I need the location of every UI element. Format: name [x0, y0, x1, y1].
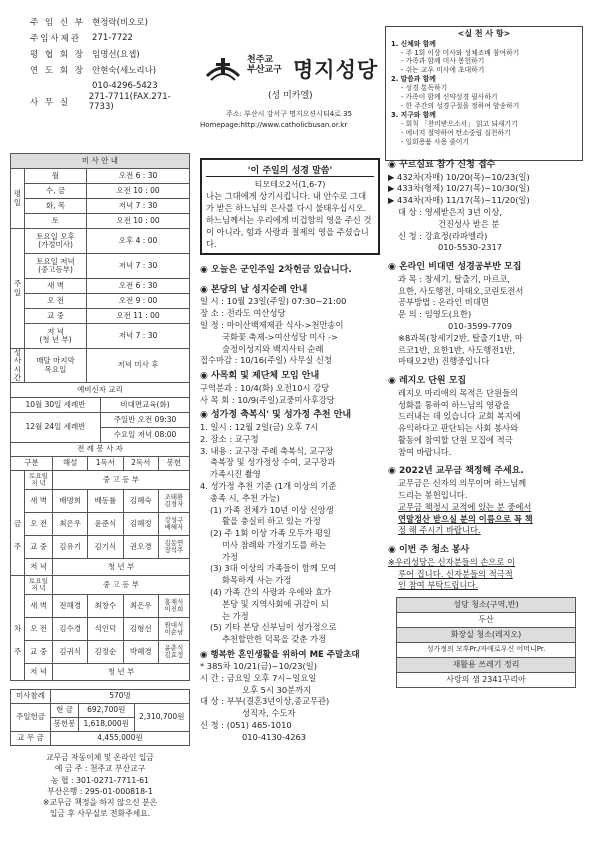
diocese-logo-icon — [205, 56, 241, 86]
bible-ref: 티모테오2서(1,6-7) — [254, 180, 326, 189]
bank-info: 교무금 자동이체 및 온라인 입금 예 금 주 : 천주교 부산교구 농 협 : 301-0271-7711-61 부산은행 : 295-01-000818-1 ※교무금 책정을 하지 않으신 분은 입금 후 사무실로 전화주세요. — [42, 753, 158, 819]
mass-schedule: 미 사 안 내 평일 월 오전 6 : 30 수, 금 오전 10 : 00 화, 목 저녁 7 : 30 토 오전 10 : 00 주일 토요일 오후 (가정미사) 오후 4 : 00 토요일 저녁 (중고등부) 저녁 7 : 30 새 벽 오전 6 : 30 오 전 오전 9 : 00 교 중 오전 11 : 00 저 녁 (청 년 부) 저녁 7 : 30 성사 시간 매달 마지막 목요일 저녁 미사 후 예비신자 교리 10월 30일 세례반 비대면교육(화) 12월 24일 세례반 주일반 오전 09:30 수요일 저녁 08:00 전 례 봉 사 자 구분 해설 1독서 2독서 봉헌 토요일 저 녁 중 고 등 부 새 벽 배명희 배동률 김혜숙 조태환 김경자 금 오 전 최은우 윤준식 김혜정 강성구 배혜자 주 교 중 김유기 김기식 권오경 김동연 장석주 저 녁 청 년 부 토요일 저 녁 중 고 등 부 새 벽 전해경 최창수 최은우 홍재식 이진희 차 오 전 김수경 석인덕 김형선 원대식 이순남 주 교 중 김귀식 김정순 박혜경 윤춘식 김효정 저 녁 청 년 부 미사참례 570명 주일헌금 현 금 692,700원 2,310,700원 봉헌봉 1,618,000원 교 무 금 4,455,000원 교무금 자동이체 및 온라인 입금 예 금 주 : 천주교 부산교구 농 협 : 301-0271-7711-61 부산은행 : 295-01-000818-1 ※교무금 책정을 하지 않으신 분은 입금 후 사무실로 전화주세요. — [10, 153, 190, 820]
cleaning-table: 성당 청소(구역,반) 두산 화장실 청소(레지오) 성가정의 모후Pr./자애로우신 어머니Pr. 재활용 쓰레기 정리 사랑의 샘 2341꾸리아 — [396, 597, 576, 688]
right-column: ◉ 꾸르실료 참가 신청 접수 ▶ 432차(자매) 10/20(목)~10/23(일) ▶ 433차(형제) 10/27(목)~10/30(일) ▶ 434차(자매) 11/17(목)~11/20(일) 대 상 : 영세받은지 3년 이상, 건진성사 받은 분 신 청 : 강효정(라파엘라) 010-5530-2317 ◉ 온라인 비대면 성경공부반 모집 과 목 : 창세기, 탈출기, 마르코, 요한, 사도행전, 마태오,코린토전서 공부방법 : 온라인 비대면 문 의 : 임영도(요한) 010-3599-7709 ※8과목(창세기2반, 탈출기1반, 마 르코1반, 요한1반, 사도행전1반, 마태오2반) 진행중입니다 ◉ 레지오 단원 모집 레지오 마리애의 목적은 단원들의 성화를 통하여 하느님의 영광을 드러내는 데 있습니다 교회 복지에 유익하다고 판단되는 사회 봉사와 활동에 참여할 단원 모집에 적극 참여 바랍니다. ◉ 2022년 교무금 책정해 주세요. 교무금은 신자의 의무이며 하느님께 드리는 봉헌입니다. 교무금 책정시 교적에 있는 분 중에서 연말정산 받으실 분의 이름으로 꼭 책 정 해 주시기 바랍니다. ◉ 이번 주 청소 봉사 ※우리성당은 신자분들의 손으로 이 루어 집니다. 신자분들의 적극적 인 참여 부탁드립니다. 성당 청소(구역,반) 두산 화장실 청소(레지오) 성가정의 모후Pr./자애로우신 어머니Pr. 재활용 쓰레기 정리 사랑의 샘 2341꾸리아 — [388, 156, 586, 688]
practice-box: <실 천 사 항> 1. 신체와 함께 - 주 1회 이상 미사와 성체조배 참여하기 - 가족과 함께 미사 봉헌하기 - 쉬는 교우 미사에 초대하기 2. 말씀과 함께 - 성경 통독하기 - 가족이 함께 신약성경 필사하기 - 한 주간의 성경구절을 정하여 암송하기 3. 지구와 함께 - 회칙 「찬미받으소서」 읽고 되새기기 - 에너지 절약하여 탄소중립 실천하기 - 일회용품 사용 줄이기 — [385, 26, 583, 161]
diocese-name-2: 부산교구 — [247, 64, 282, 75]
finance-table: 미사참례 570명 주일헌금 현 금 692,700원 2,310,700원 봉헌봉 1,618,000원 교 무 금 4,455,000원 — [10, 689, 190, 746]
church-name: 명지성당 — [293, 58, 379, 82]
info-row: 주임사제관 271-7722 — [30, 33, 133, 44]
notice-title: ◉ 꾸르실료 참가 신청 접수 — [388, 160, 496, 170]
servers-table: 전 례 봉 사 자 구분 해설 1독서 2독서 봉헌 토요일 저 녁 중 고 등 부 새 벽 배명희 배동률 김혜숙 조태환 김경자 금 오 전 최은우 윤준식 김혜정 강성구 배혜자 주 교 중 김유기 김기식 권오경 김동연 장석주 저 녁 청 년 부 토요일 저 녁 중 고 등 부 새 벽 전해경 최창수 최은우 홍재식 이진희 차 오 전 김수경 석인덕 김형선 원대식 이순남 주 교 중 김귀식 김정순 박혜경 윤춘식 김효정 저 녁 청 년 부 — [10, 442, 190, 681]
bible-word-box — [200, 158, 380, 255]
info-row: 주 임 신 부 현정락(비오로) — [30, 18, 148, 28]
notice-title: ◉ 사목회 및 제단체 모임 안내 — [200, 371, 320, 382]
notice-title: ◉ 성가정 축복식' 및 성가정 추천 안내 — [200, 410, 352, 421]
middle-column: '이 주일의 성경 말씀' 티모테오2서(1,6-7) 나는 그대에게 상기시킵니다. 내 안수로 그대가 받은 하느님의 은사를 다시 불태우십시오. 하느님께서는 우리에게 비겁함의 영을 주신 것이 아니라, 힘과 사랑과 절제의 영을 주셨습니다. ◉ 오늘은 군인주일 2차헌금 있습니다. ◉ 본당의 날 성지순례 안내 일 시 : 10월 23일(주일) 07:30~21:00 장 소 : 전라도 여산성당 일 정 : 마이산백제제관 식사->천만송이 국화꽃 축제->여산성당 미사 -> 숲정이성지와 백지사터 순례 접수마감 : 10/16(주일) 사무실 신청 ◉ 사목회 및 제단체 모임 안내 구역분과 : 10/4(화) 오전10시 강당 사 목 회 : 10/9(주일)교중미사후강당 ◉ 성가정 축복식' 및 성가정 추천 안내 1. 일시 : 12월 2일(금) 오후 7시 2. 장소 : 교구청 3. 내용 : 교구장 주례 축복식, 교구장 축복장 및 성가정상 수여, 교구장과 가족시진 촬영 4. 성가정 추천 기준 (1개 이상의 기준 충족 시, 추천 가능) (1) 가족 전체가 10년 이상 신앙생 활을 충실히 하고 있는 가정 (2) 주 1회 이상 가족 모두가 평일 미사 참례와 가정기도를 하는 가정 (3) 3대 이상의 가족들이 함께 모여 화목하게 사는 가정 (4) 가족 간의 사랑과 우애와 효가 본당 및 지역사회에 귀감이 되 는 가정 (5) 기타 본당 신부님이 성가정으로 추천할만한 덕목을 갖춘 가정 ◉ 행복한 혼인생활을 위하여 ME 주말초대 * 385차 10/21(금)~10/23(일) 시 간 : 금요일 오후 7시~일요일 오후 5시 30분까지 대 상 : 부부(결혼3년이상,종교무관) 성직자, 수도자 신 청 : (051) 465-1010 010-4130-4263 — [200, 158, 380, 743]
practice-title: <실 천 사 항> — [457, 29, 511, 38]
info-row: 연 도 회 장 안현숙(세노리나) — [30, 66, 157, 76]
catechumen-table: 예비신자 교리 10월 30일 세례반 비대면교육(화) 12월 24일 세례반 주일반 오전 09:30 수요일 저녁 08:00 — [10, 382, 190, 443]
notice-title: ◉ 본당의 날 성지순례 안내 — [200, 284, 308, 295]
church-address: 주소: 부산시 강서구 명지오션시티4로 35 — [226, 110, 353, 118]
notice-title: ◉ 이번 주 청소 봉사 — [388, 545, 470, 556]
notice-title: ◉ 온라인 비대면 성경공부반 모집 — [388, 262, 522, 273]
parish-info — [30, 14, 190, 110]
diocese-name-1: 천주교 — [247, 55, 274, 65]
notice-title: ◉ 레지오 단원 모집 — [388, 376, 467, 387]
info-row: 평 협 회 장 임명선(요셉) — [30, 50, 140, 60]
info-row: 사 무 실 271-7711(FAX.271-7733) — [30, 92, 171, 112]
notice-title: ◉ 2022년 교무금 책정해 주세요. — [388, 466, 524, 477]
bible-text: 나는 그대에게 상기시킵니다. 내 안수로 그대가 받은 하느님의 은사를 다시 불태우십시오. 하느님께서는 우리에게 비겁함의 영을 주신 것이 아니라, 힘과 사랑과 절제의 영을 주셨습니다. — [206, 191, 372, 250]
info-row: 010-4296-5423 — [92, 81, 158, 91]
notice-title: ◉ 오늘은 군인주일 2차헌금 있습니다. — [200, 265, 352, 276]
bible-word-title: '이 주일의 성경 말씀' — [206, 163, 374, 177]
patron-name: (성 미카엘) — [268, 91, 313, 101]
church-homepage: Homepage:http://www.catholicbusan.or.kr — [200, 121, 348, 129]
notice-title: ◉ 행복한 혼인생활을 위하여 ME 주말초대 — [200, 649, 360, 660]
